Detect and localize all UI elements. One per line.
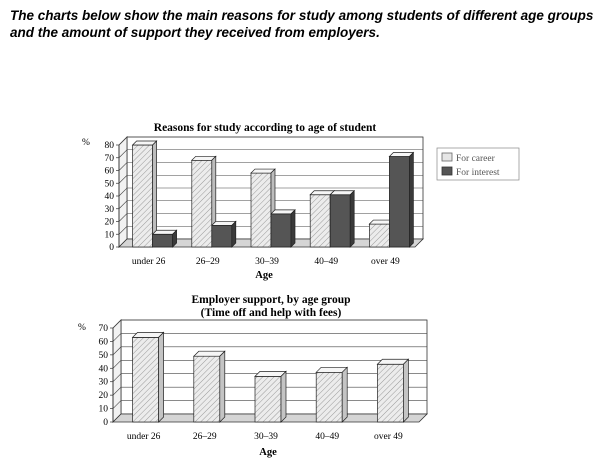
chart1-ylabel: % (82, 138, 90, 148)
chart2-ytick-label: 50 (98, 350, 108, 361)
chart2-ytick-label: 10 (98, 404, 108, 415)
legend-career-label: For career (456, 154, 495, 164)
chart1-bar (271, 214, 291, 247)
chart1-bar-side (409, 152, 413, 247)
chart2-ytick-label: 70 (98, 324, 108, 334)
chart1-bar (153, 234, 173, 247)
chart1-xlabel: Age (255, 270, 273, 281)
chart1-category-label: 40–49 (314, 257, 339, 267)
legend-interest-swatch (442, 167, 452, 175)
chart2-bar (133, 337, 159, 422)
chart1-bar (369, 224, 389, 247)
chart2-subtitle: (Time off and help with fees) (200, 307, 342, 319)
chart2-bar (377, 364, 403, 422)
chart2-bar-side (403, 359, 408, 422)
chart1-category-label: 30–39 (255, 257, 279, 267)
chart1-plot (105, 137, 424, 267)
chart1-bar (192, 160, 212, 247)
chart2-ytick-label: 0 (103, 418, 108, 428)
chart2-ytick-label: 30 (98, 377, 108, 388)
chart1-bar (251, 173, 271, 247)
chart2-xlabel: Age (259, 447, 277, 458)
chart2-side-wall (113, 320, 121, 422)
chart1-category-label: 26–29 (195, 257, 220, 267)
chart1-ytick-label: 70 (104, 153, 114, 164)
chart1-ytick-label: 20 (104, 217, 114, 228)
chart2-category-label: 26–29 (192, 432, 217, 442)
chart1-ytick-label: 60 (104, 166, 114, 177)
chart1-bar-side (232, 221, 236, 247)
chart1-bar (389, 156, 409, 247)
chart2-category-label: 30–39 (254, 432, 278, 442)
chart2-ylabel: % (78, 323, 86, 333)
chart1-bar (133, 145, 153, 247)
chart1-bar (310, 195, 330, 247)
chart1-bar (330, 195, 350, 247)
chart1-ytick-label: 50 (104, 179, 114, 190)
chart2-category-label: over 49 (374, 432, 403, 442)
intro-text: The charts below show the main reasons for study among students of different age groups and the amount of support they received from employers. (10, 8, 594, 40)
chart2-category-label: under 26 (126, 432, 161, 442)
chart2-ytick-label: 40 (98, 364, 108, 375)
chart2-bar-side (342, 367, 347, 422)
chart1-ytick-label: 10 (104, 230, 114, 241)
chart2-category-label: 40–49 (315, 432, 340, 442)
chart2-bar (316, 372, 342, 422)
chart2-ytick-label: 60 (98, 337, 108, 348)
chart1-bar-side (291, 210, 295, 247)
chart1-title: Reasons for study according to age of student (153, 122, 377, 134)
chart1-category-label: under 26 (131, 257, 166, 267)
chart1-ytick-label: 30 (104, 204, 114, 215)
chart2-bar (255, 376, 281, 422)
legend-career-swatch (442, 153, 452, 161)
chart2-bar-side (281, 371, 286, 422)
chart1-bar-side (350, 191, 354, 247)
chart2-bar (194, 356, 220, 422)
chart1-ytick-label: 80 (104, 141, 114, 151)
legend-interest-label: For interest (456, 168, 500, 178)
chart2-bar-side (159, 332, 164, 422)
chart1-ytick-label: 40 (104, 192, 114, 202)
chart1-bar (212, 225, 232, 247)
chart1-category-label: over 49 (371, 257, 400, 267)
chart2-title: Employer support, by age group (191, 294, 351, 306)
chart2-plot (99, 320, 428, 442)
chart2-bar-side (220, 351, 225, 422)
chart1-ytick-label: 0 (109, 243, 114, 253)
chart2-ytick-label: 20 (98, 391, 108, 402)
